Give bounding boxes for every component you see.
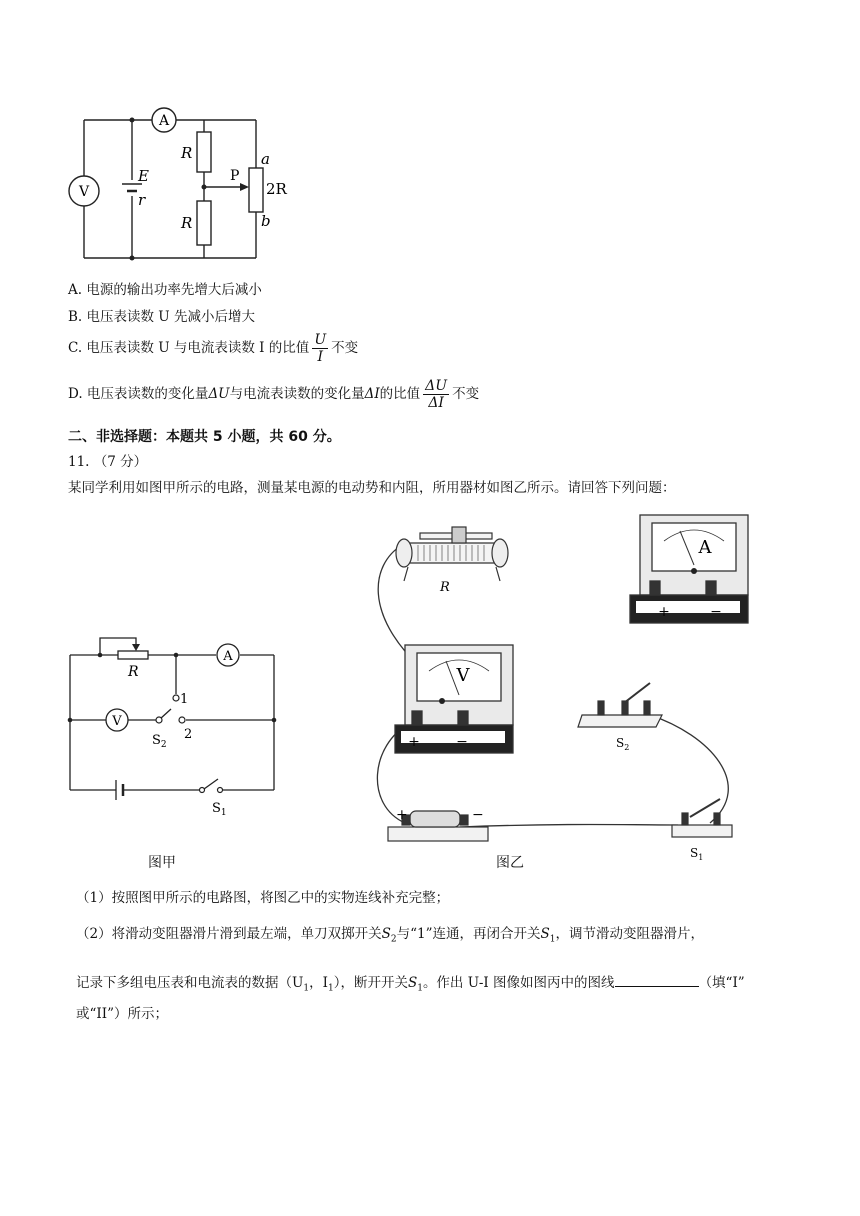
- yi-switch-s2: [578, 683, 662, 727]
- resistor-lower-label: R: [181, 214, 193, 232]
- svg-text:−: −: [710, 604, 722, 620]
- svg-text:+: +: [396, 807, 408, 823]
- jia-pos1-label: 1: [180, 692, 189, 707]
- part-1: （1）按照图甲所示的电路图，将图乙中的实物连线补充完整；: [76, 890, 450, 906]
- resistor-upper-label: R: [181, 144, 193, 162]
- svg-text:A: A: [698, 537, 712, 558]
- yi-s1-label: $S_1$: [690, 846, 704, 862]
- yi-switch-s1: [672, 799, 732, 837]
- jia-s2-label: $S_2$: [152, 733, 167, 750]
- question-number: 11. （7 分）: [68, 454, 148, 470]
- figure-yi-caption: 图乙: [496, 855, 524, 871]
- svg-text:−: −: [456, 734, 468, 750]
- svg-text:+: +: [658, 604, 670, 620]
- option-c-tail: 不变: [331, 340, 359, 356]
- jia-pos2-label: 2: [184, 727, 193, 742]
- end-b-label: b: [261, 212, 271, 230]
- part-2-line1: （2）将滑动变阻器滑片滑到最左端，单刀双掷开关$S_2$与“1”连通，再闭合开关$S_1$，调节滑动变阻器滑片，: [76, 926, 704, 945]
- option-b: B. 电压表读数 U 先减小后增大: [68, 309, 255, 325]
- question-intro: 某同学利用如图甲所示的电路，测量某电源的电动势和内阻，所用器材如图乙所示。请回答下列问题：: [68, 480, 676, 496]
- svg-text:V: V: [112, 714, 122, 729]
- option-a: A. 电源的输出功率先增大后减小: [68, 282, 262, 298]
- yi-s2-label: $S_2$: [616, 736, 630, 752]
- voltmeter-label: V: [78, 184, 90, 200]
- svg-text:+: +: [408, 734, 420, 750]
- yi-rheostat-label: R: [440, 580, 450, 595]
- answer-blank[interactable]: [615, 972, 699, 987]
- option-c-fraction: $\frac{U}{I}$: [314, 332, 327, 365]
- figure-yi-apparatus: [360, 505, 760, 862]
- figure-jia-circuit: [60, 630, 290, 818]
- top-circuit-diagram: [60, 98, 310, 268]
- option-d-fraction: $\frac{\Delta U}{\Delta I}$: [425, 378, 448, 411]
- option-d: D. 电压表读数的变化量ΔU与电流表读数的变化量ΔI的比值 $\frac{\Delta U}{\Delta I}$ 不变: [68, 378, 480, 411]
- emf-label: E: [138, 167, 149, 185]
- internal-resistance-label: r: [138, 191, 146, 209]
- ammeter-label: A: [158, 113, 170, 129]
- option-d-text: D. 电压表读数的变化量: [68, 386, 209, 402]
- svg-text:V: V: [456, 665, 470, 686]
- option-c-text: C. 电压表读数 U 与电流表读数 I 的比值: [68, 340, 310, 356]
- jia-s1-label: $S_1$: [212, 801, 227, 818]
- svg-text:−: −: [472, 807, 484, 823]
- end-a-label: a: [261, 150, 270, 168]
- jia-rheostat-label: R: [128, 664, 139, 680]
- part-2-line2: 记录下多组电压表和电流表的数据（$U_1$，$I_1$），断开开关$S_1$。作出 U-I 图像如图丙中的图线 （填“I”: [76, 972, 745, 999]
- yi-ammeter: [630, 515, 748, 623]
- svg-text:A: A: [223, 649, 233, 664]
- slider-label: P: [230, 168, 240, 184]
- part-2-line3: 或“II”）所示；: [76, 1006, 168, 1022]
- yi-rheostat: [396, 527, 508, 581]
- option-d-tail: 不变: [452, 386, 480, 402]
- option-c: [68, 332, 358, 365]
- rheostat-label: 2R: [266, 180, 287, 198]
- figure-jia-caption: 图甲: [148, 855, 176, 871]
- section-heading: 二、非选择题：本题共 5 小题，共 60 分。: [68, 429, 341, 445]
